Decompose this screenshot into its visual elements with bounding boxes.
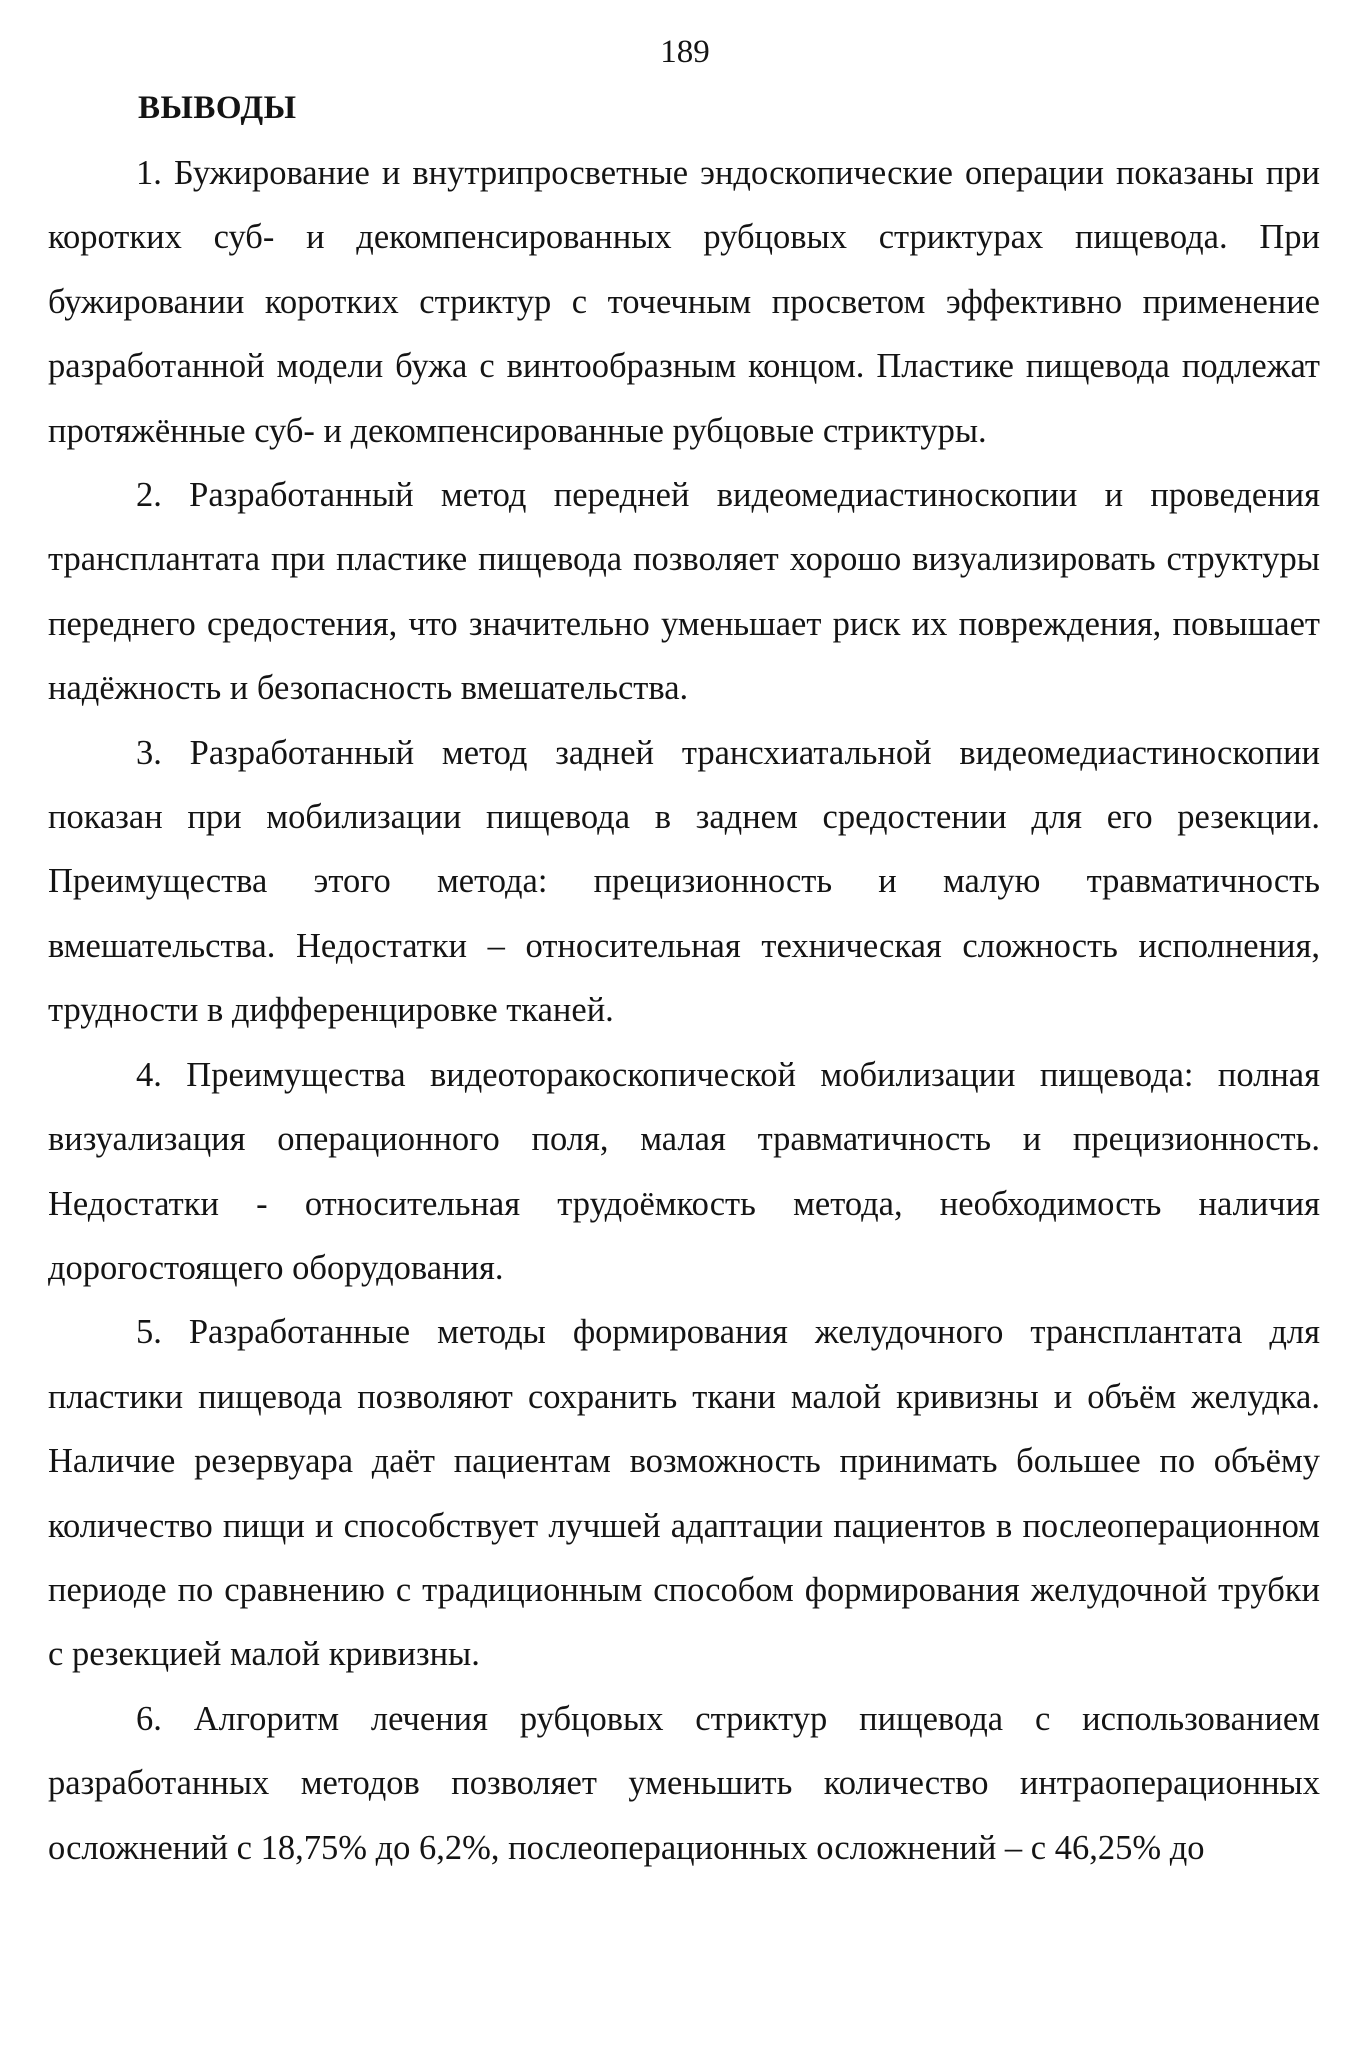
conclusion-paragraph-5: 5. Разработанные методы формирования желудочного трансплантата для пластики пищевода позволяют сохранить ткани малой кривизны и объём желудка. Наличие резервуара даёт пациентам возможность принимать большее по объёму количество пищи и способствует лучшей адаптации пациентов в послеоперационном периоде по сравнению с традиционным способом формирования желудочной трубки с резекцией малой кривизны.	[48, 1313, 1320, 1674]
conclusion-paragraph-4: 4. Преимущества видеоторакоскопической мобилизации пищевода: полная визуализация операционного поля, малая травматичность и прецизионность. Недостатки - относительная трудоёмкость метода, необходимость наличия дорогостоящего оборудования.	[48, 1055, 1320, 1287]
page-number: 189	[660, 34, 710, 70]
conclusion-paragraph-2: 2. Разработанный метод передней видеомедиастиноскопии и проведения трансплантата при пластике пищевода позволяет хорошо визуализировать структуры переднего средостения, что значительно уменьшает риск их повреждения, повышает надёжность и безопасность вмешательства.	[48, 476, 1320, 708]
conclusion-paragraph-1: 1. Бужирование и внутрипросветные эндоскопические операции показаны при коротких суб- и декомпенсированных рубцовых стриктурах пищевода. При бужировании коротких стриктур с точечным просветом эффективно применение разработанной модели бужа с винтообразным концом. Пластике пищевода подлежат протяжённые суб- и декомпенсированные рубцовые стриктуры.	[48, 154, 1320, 450]
conclusion-paragraph-6: 6. Алгоритм лечения рубцовых стриктур пищевода с использованием разработанных методов позволяет уменьшить количество интраоперационных осложнений с 18,75% до 6,2%, послеоперационных осложнений – с 46,25% до	[48, 1699, 1320, 1867]
conclusions-list	[48, 141, 1320, 1880]
section-heading: ВЫВОДЫ	[138, 90, 297, 126]
conclusion-paragraph-3: 3. Разработанный метод задней трансхиатальной видеомедиастиноскопии показан при мобилизации пищевода в заднем средостении для его резекции. Преимущества этого метода: прецизионность и малую травматичность вмешательства. Недостатки – относительная техническая сложность исполнения, трудности в дифференцировке тканей.	[48, 733, 1320, 1030]
